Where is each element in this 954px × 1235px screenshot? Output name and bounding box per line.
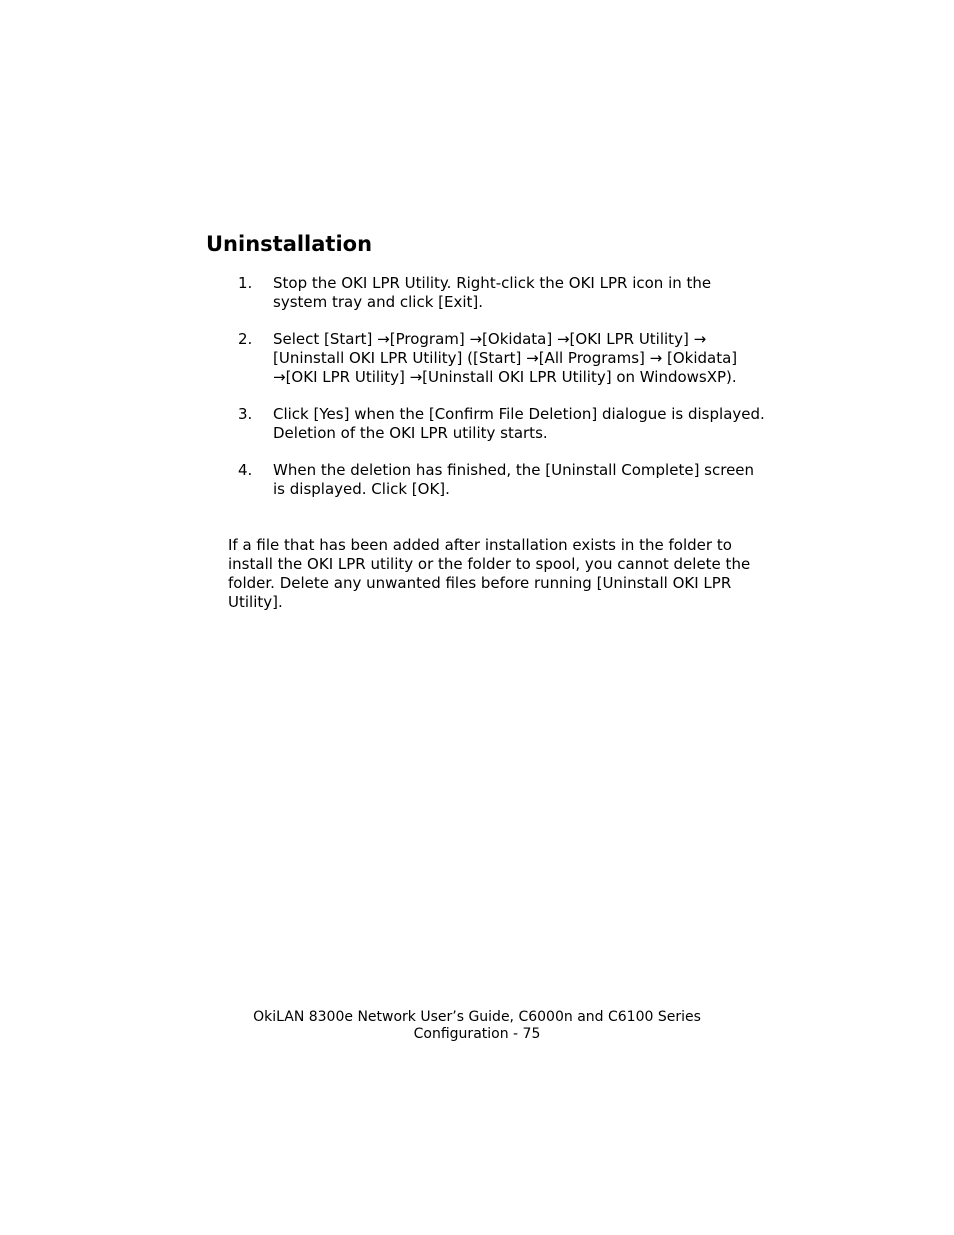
step-text: When the deletion has finished, the [Uninstall Complete] screen is displayed. Click [OK].: [273, 461, 755, 498]
uninstall-note: If a file that has been added after installation exists in the folder to install the OKI LPR utility or the folder to spool, you cannot delete the folder. Delete any unwanted files before running [Uninstall OKI LPR Utility].: [228, 536, 751, 611]
step-2: [238, 330, 768, 387]
step-text: Click [Yes] when the [Confirm File Deletion] dialogue is displayed. Deletion of the OKI LPR utility starts.: [273, 405, 765, 442]
page-footer: [0, 1009, 954, 1043]
step-text: Select [Start] →[Program] →[Okidata] →[OKI LPR Utility] → [Uninstall OKI LPR Utility] ([Start] →[All Programs] → [Okidata] →[OKI LPR Utility] →[Uninstall OKI LPR Utility] on WindowsXP).: [273, 330, 738, 386]
uninstall-steps-list: [238, 274, 768, 517]
step-3: [238, 405, 768, 443]
step-number: 3.: [238, 405, 253, 423]
footer-section-page: Configuration - 75: [413, 1026, 541, 1042]
page-title: Uninstallation: [206, 232, 373, 256]
step-1: [238, 274, 768, 312]
step-4: [238, 461, 768, 499]
step-text: Stop the OKI LPR Utility. Right-click the OKI LPR icon in the system tray and click [Exit].: [273, 274, 712, 311]
step-number: 4.: [238, 461, 253, 479]
footer-guide-title: OkiLAN 8300e Network User’s Guide, C6000n and C6100 Series: [253, 1009, 701, 1025]
step-number: 2.: [238, 330, 253, 348]
step-number: 1.: [238, 274, 253, 292]
